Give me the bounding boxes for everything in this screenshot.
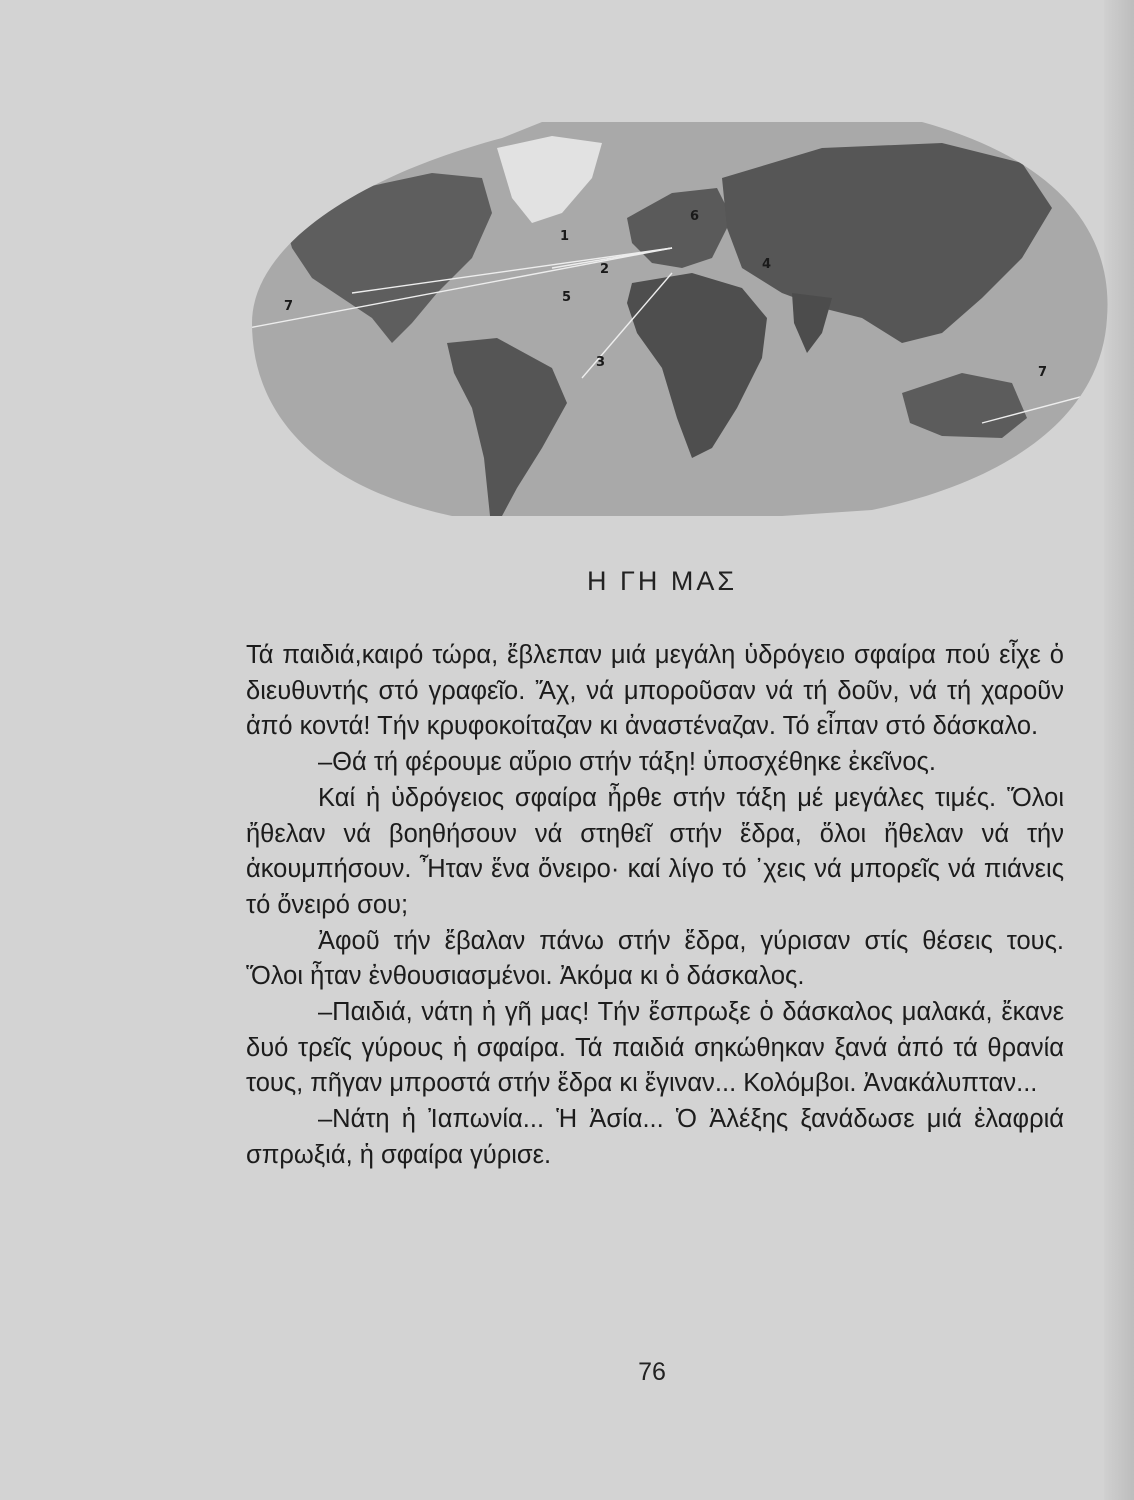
map-label: 3 bbox=[596, 355, 606, 370]
paragraph: –Θά τή φέρουμε αὔριο στήν τάξη! ὑποσχέθηκε ἐκεῖνος. bbox=[318, 748, 936, 777]
map-label: 2 bbox=[600, 262, 610, 277]
paragraph: Καί ἡ ὑδρόγειος σφαίρα ἦρθε στήν τάξη μέ μεγάλες τιμές. Ὅλοι ἤθελαν νά βοηθήσουν νά στηθεῖ στήν ἕδρα, ὅλοι ἤθελαν νά τήν ἀκουμπήσουν. Ἦταν ἕνα ὄνειρο· καί λίγο τό ᾽χεις νά μπορεῖς νά πιάνεις τό ὄνειρό σου; bbox=[246, 783, 1064, 919]
world-map-figure bbox=[222, 118, 1114, 518]
map-label: 5 bbox=[562, 290, 572, 305]
paragraph: –Νάτη ἡ Ἰαπωνία... Ἡ Ἀσία... Ὁ Ἀλέξης ξανάδωσε μιά ἐλαφριά σπρωξιά, ἡ σφαίρα γύρισε. bbox=[246, 1105, 1064, 1169]
map-label: 6 bbox=[690, 209, 700, 224]
paragraph: Ἀφοῦ τήν ἔβαλαν πάνω στήν ἕδρα, γύρισαν στίς θέσεις τους. Ὅλοι ἦταν ἐνθουσιασμένοι. Ἀκόμα κι ὁ δάσκαλος. bbox=[246, 926, 1064, 991]
paragraph: Τά παιδιά,καιρό τώρα, ἔβλεπαν μιά μεγάλη ὑδρόγειο σφαίρα πού εἶχε ὁ διευθυντής στό γραφεῖο. Ἄχ, νά μποροῦσαν νά τή δοῦν, νά τή χαροῦν ἀπό κοντά! Τήν κρυφοκοίταζαν κι ἀναστέναζαν. Τό εἶπαν στό δάσκαλο. bbox=[246, 641, 1064, 741]
map-label: 1 bbox=[560, 229, 570, 244]
map-label: 4 bbox=[762, 257, 772, 272]
page-title: Η ΓΗ ΜΑΣ bbox=[586, 566, 738, 596]
map-label: 7 bbox=[1038, 365, 1048, 380]
paragraph: –Παιδιά, νάτη ἡ γῆ μας! Τήν ἔσπρωξε ὁ δάσκαλος μαλακά, ἔκανε δυό τρεῖς γύρους ἡ σφαίρα. Τά παιδιά σηκώθηκαν ξανά ἀπό τά θρανία τους, πῆγαν μπροστά στήν ἕδρα κι ἔγιναν... Κολόμβοι. Ἀνακάλυπταν... bbox=[246, 998, 1064, 1098]
world-map-image bbox=[222, 118, 1114, 518]
body-text bbox=[246, 638, 1064, 1174]
page-number: 76 bbox=[638, 1358, 666, 1386]
map-label: 7 bbox=[284, 299, 294, 314]
